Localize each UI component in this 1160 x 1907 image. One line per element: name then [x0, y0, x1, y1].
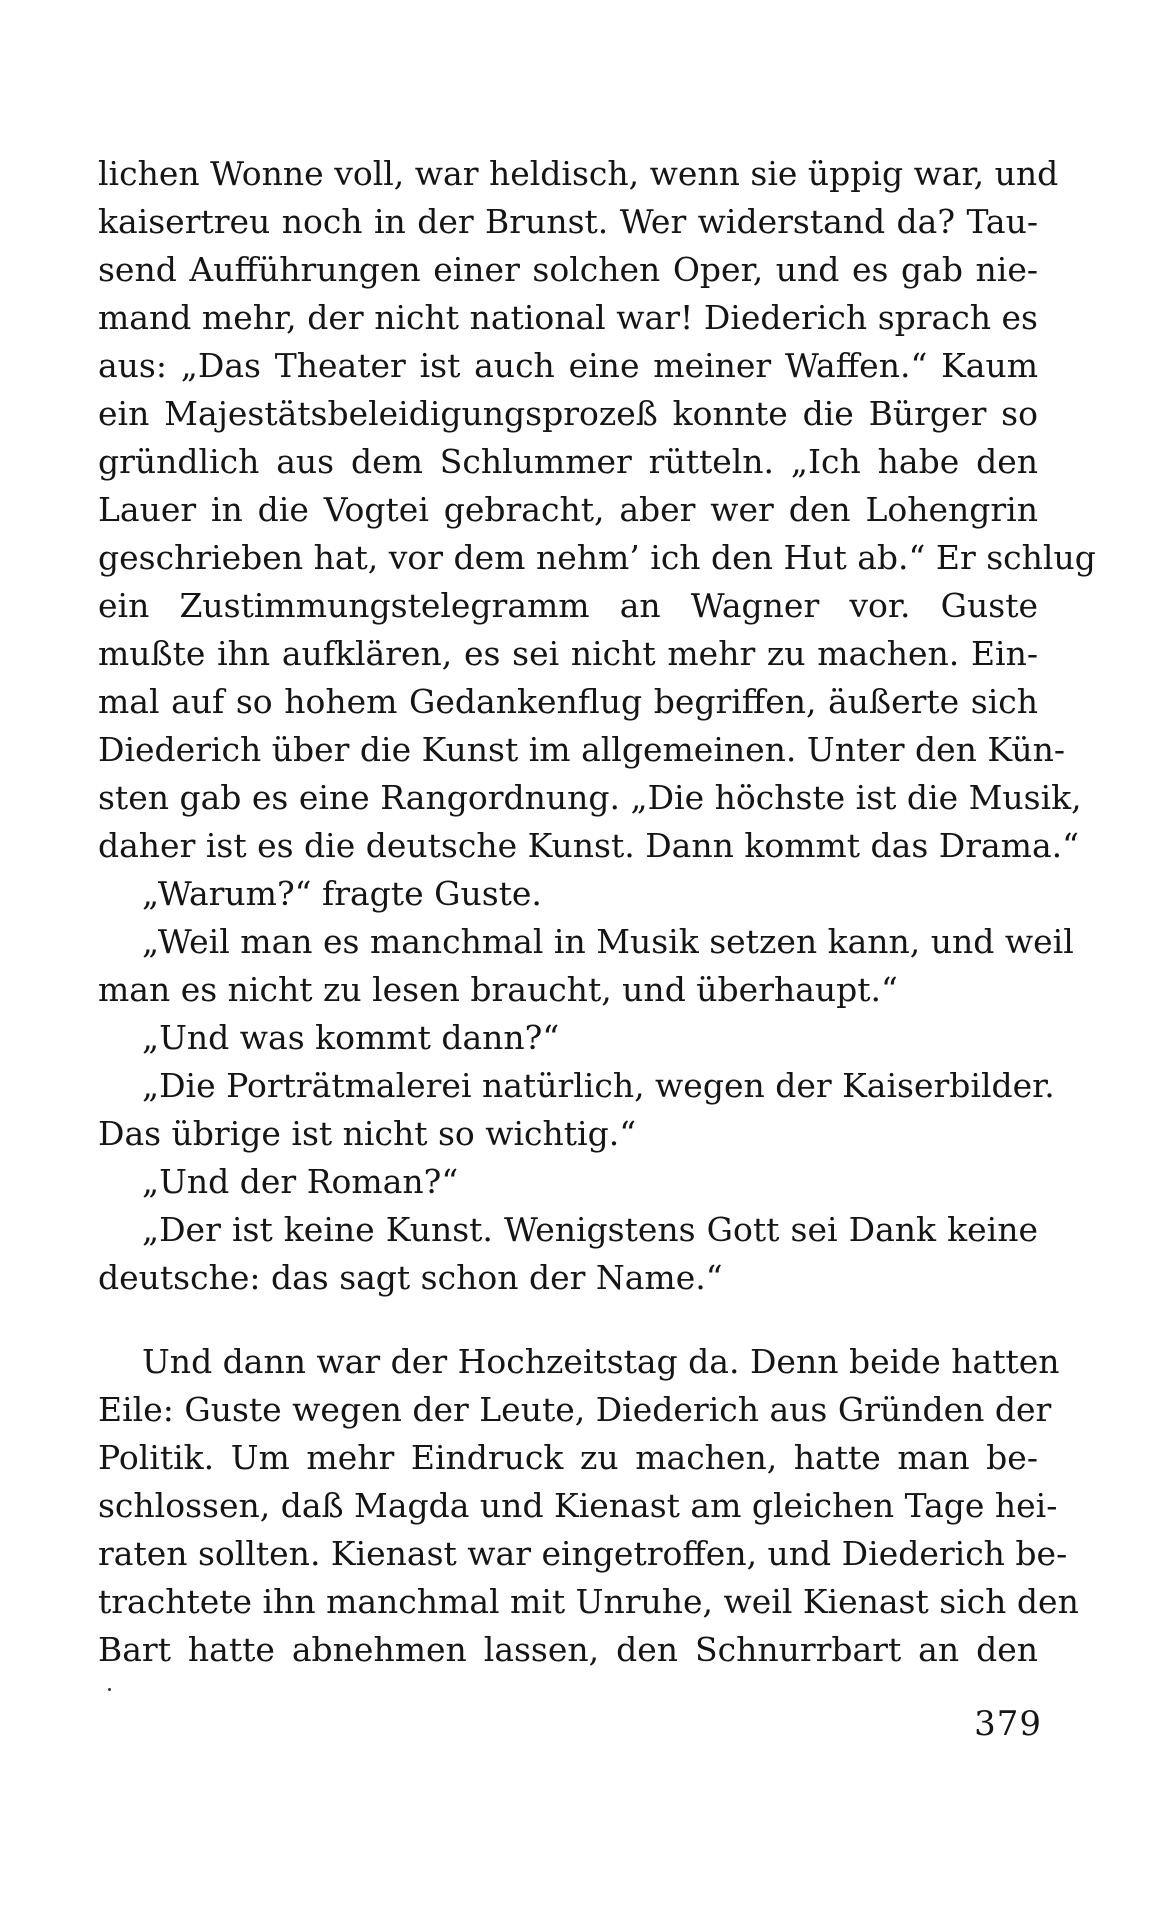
text-line: Und dann war der Hochzeitstag da. Denn beide hatten: [142, 1342, 1060, 1381]
text-line: Eile: Guste wegen der Leute, Diederich aus Gründen der: [98, 1390, 1052, 1429]
text-line: mand mehr, der nicht national war! Diederich sprach es: [98, 298, 1038, 337]
text-line: ein Majestätsbeleidigungsprozeß konnte die Bürger so: [98, 394, 1038, 433]
text-line: Bart hatte abnehmen lassen, den Schnurrbart an den: [98, 1630, 1038, 1669]
print-speck: [108, 1688, 111, 1691]
dialogue-line: Das übrige ist nicht so wichtig.“: [98, 1114, 637, 1153]
text-line: lichen Wonne voll, war heldisch, wenn sie üppig war, und: [98, 154, 1059, 193]
dialogue-line: „Und was kommt dann?“: [142, 1018, 560, 1057]
text-line: daher ist es die deutsche Kunst. Dann kommt das Drama.“: [98, 826, 1079, 865]
text-line: gründlich aus dem Schlummer rütteln. „Ich habe den: [98, 442, 1038, 481]
dialogue-line: man es nicht zu lesen braucht, und überhaupt.“: [98, 970, 898, 1009]
dialogue-line: „Warum?“ fragte Guste.: [142, 874, 542, 913]
dialogue-line: „Weil man es manchmal in Musik setzen kann, und weil: [142, 922, 1074, 961]
text-line: aus: „Das Theater ist auch eine meiner Waffen.“ Kaum: [98, 346, 1038, 385]
page-number: 379: [974, 1704, 1042, 1744]
text-line: mußte ihn aufklären, es sei nicht mehr zu machen. Ein-: [98, 634, 1038, 673]
text-line: send Aufführungen einer solchen Oper, und es gab nie-: [98, 250, 1038, 289]
dialogue-line: „Und der Roman?“: [142, 1162, 459, 1201]
text-line: raten sollten. Kienast war eingetroffen, und Diederich be-: [98, 1534, 1068, 1573]
text-line: schlossen, daß Magda und Kienast am gleichen Tage hei-: [98, 1486, 1058, 1525]
text-line: geschrieben hat, vor dem nehm’ ich den Hut ab.“ Er schlug: [98, 538, 1096, 577]
section-paragraph: [98, 1338, 1079, 1674]
text-line: Lauer in die Vogtei gebracht, aber wer den Lohengrin: [98, 490, 1038, 529]
dialogue-line: deutsche: das sagt schon der Name.“: [98, 1258, 723, 1297]
text-line: sten gab es eine Rangordnung. „Die höchste ist die Musik,: [98, 778, 1082, 817]
text-line: trachtete ihn manchmal mit Unruhe, weil Kienast sich den: [98, 1582, 1079, 1621]
dialogue-line: „Der ist keine Kunst. Wenigstens Gott sei Dank keine: [142, 1210, 1038, 1249]
text-line: kaisertreu noch in der Brunst. Wer widerstand da? Tau-: [98, 202, 1038, 241]
main-text-block: [98, 150, 1096, 1302]
text-line: ein Zustimmungstelegramm an Wagner vor. Guste: [98, 586, 1038, 625]
dialogue-line: „Die Porträtmalerei natürlich, wegen der Kaiserbilder.: [142, 1066, 1055, 1105]
text-line: mal auf so hohem Gedankenflug begriffen, äußerte sich: [98, 682, 1038, 721]
text-line: Politik. Um mehr Eindruck zu machen, hatte man be-: [98, 1438, 1038, 1477]
text-line: Diederich über die Kunst im allgemeinen. Unter den Kün-: [98, 730, 1066, 769]
